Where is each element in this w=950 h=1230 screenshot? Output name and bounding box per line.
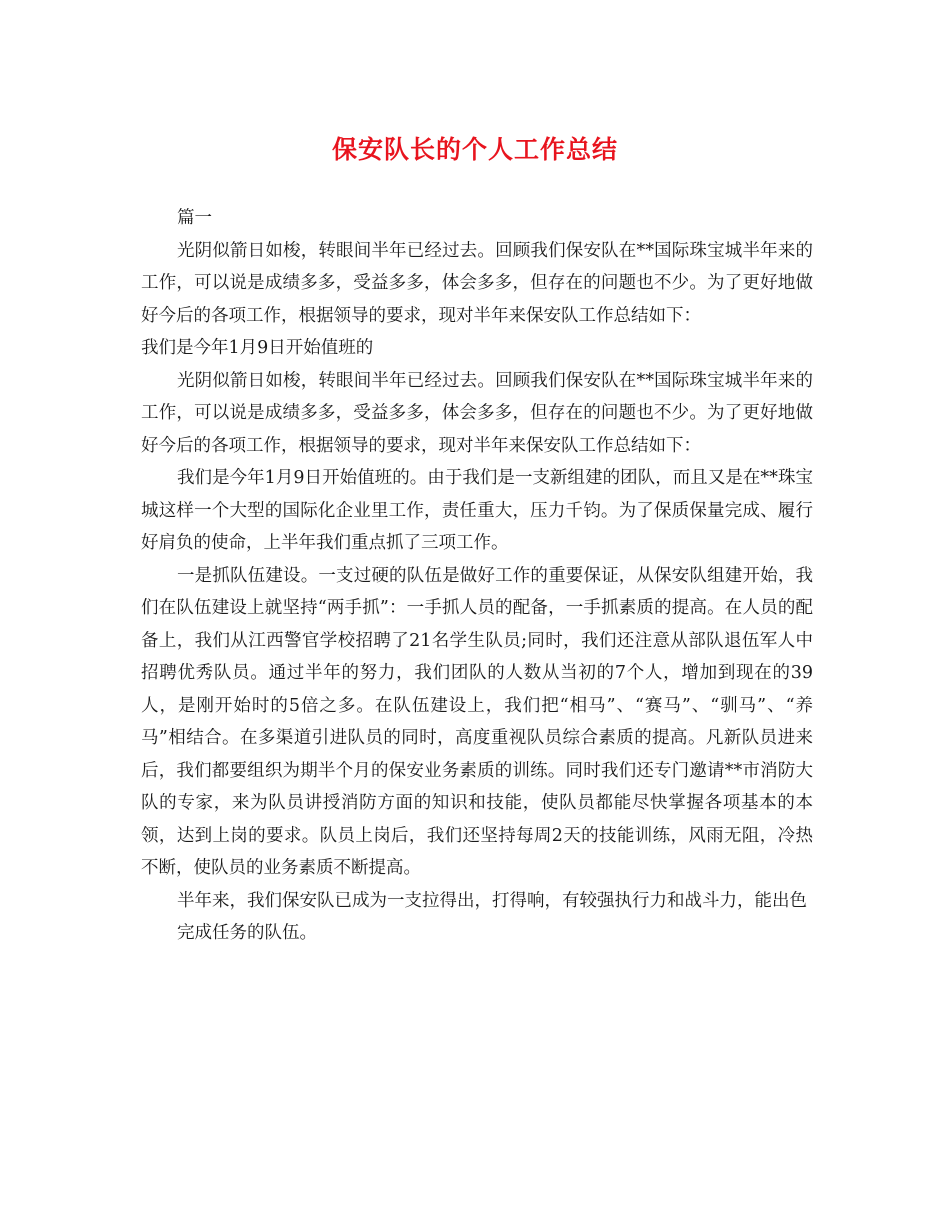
document-body (141, 202, 813, 950)
paragraph: 光阴似箭日如梭，转眼间半年已经过去。回顾我们保安队在**国际珠宝城半年来的工作，可以说是成绩多多，受益多多，体会多多，但存在的问题也不少。为了更好地做好今后的各项工作，根据领导的要求，现对半年来保安队工作总结如下： (141, 240, 813, 326)
paragraph: 一是抓队伍建设。一支过硬的队伍是做好工作的重要保证，从保安队组建开始，我们在队伍建设上就坚持“两手抓”：一手抓人员的配备，一手抓素质的提高。在人员的配备上，我们从江西警官学校招聘了21名学生队员;同时，我们还注意从部队退伍军人中招聘优秀队员。通过半年的努力，我们团队的人数从当初的7个人，增加到现在的39人，是刚开始时的5倍之多。在队伍建设上，我们把“相马”、“赛马”、“驯马”、“养马”相结合。在多渠道引进队员的同时，高度重视队员综合素质的提高。凡新队员进来后，我们都要组织为期半个月的保安业务素质的训练。同时我们还专门邀请**市消防大队的专家，来为队员讲授消防方面的知识和技能，使队员都能尽快掌握各项基本的本领，达到上岗的要求。队员上岗后，我们还坚持每周2天的技能训练，风雨无阻，冷热不断，使队员的业务素质不断提高。 (141, 565, 813, 878)
section-heading: 篇一 (177, 208, 212, 228)
paragraph: 我们是今年1月9日开始值班的。由于我们是一支新组建的团队，而且又是在**珠宝城这样一个大型的国际化企业里工作，责任重大，压力千钧。为了保质保量完成、履行好肩负的使命，上半年我们重点抓了三项工作。 (141, 468, 813, 553)
paragraph: 光阴似箭日如梭，转眼间半年已经过去。回顾我们保安队在**国际珠宝城半年来的工作，可以说是成绩多多，受益多多，体会多多，但存在的问题也不少。为了更好地做好今后的各项工作，根据领导的要求，现对半年来保安队工作总结如下： (141, 370, 813, 456)
paragraph: 半年来，我们保安队已成为一支拉得出，打得响，有较强执行力和战斗力，能出色 (177, 890, 807, 911)
paragraph: 完成任务的队伍。 (177, 923, 317, 943)
paragraph: 我们是今年1月9日开始值班的 (141, 338, 374, 358)
document-title: 保安队长的个人工作总结 (331, 135, 618, 164)
